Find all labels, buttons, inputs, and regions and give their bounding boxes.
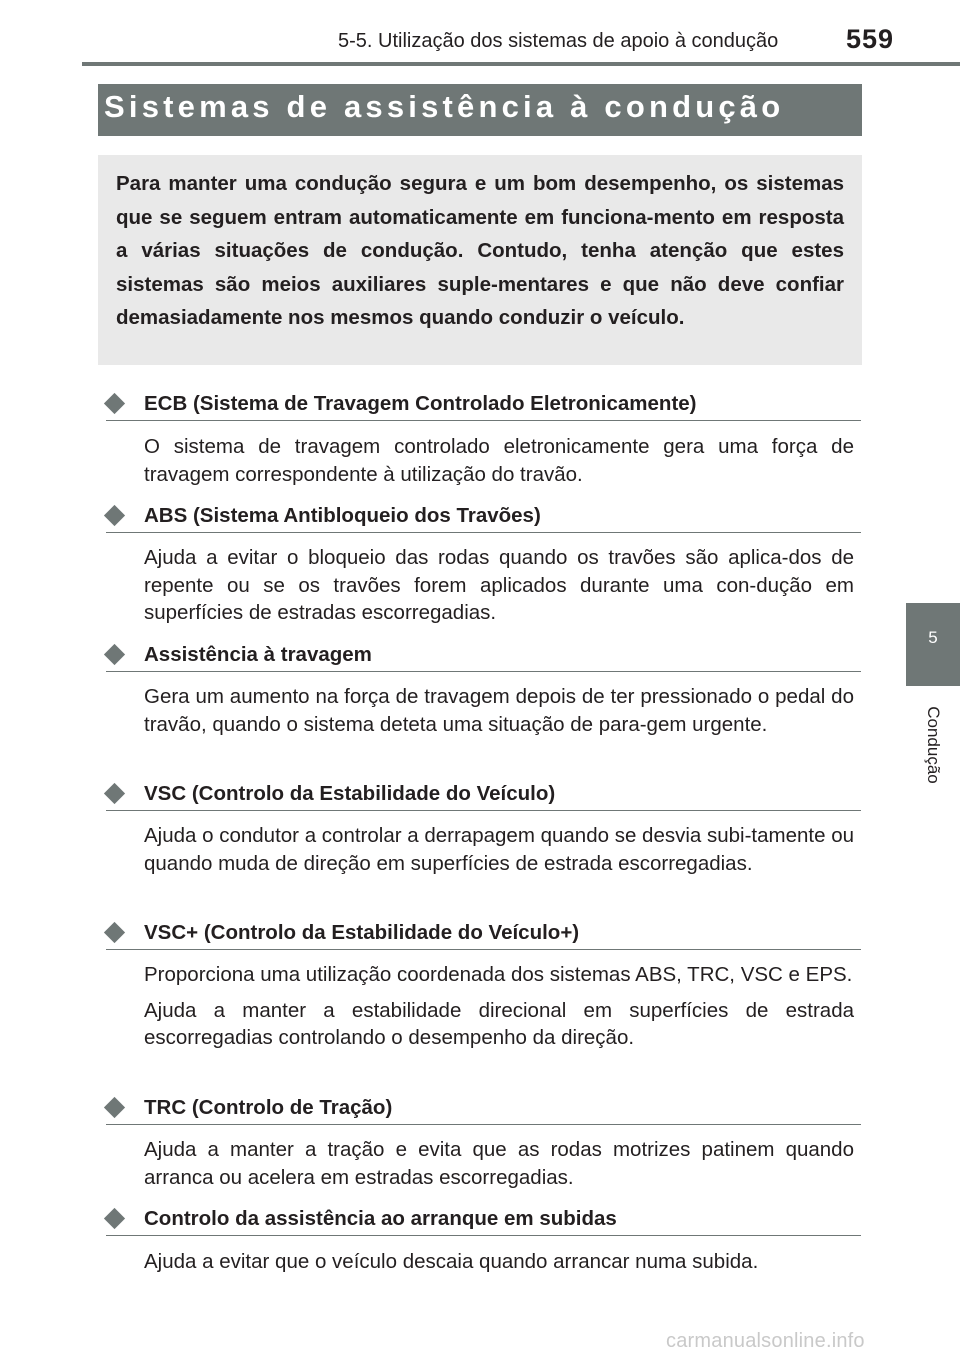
side-tab-label: Condução (924, 706, 943, 784)
page-title: Sistemas de assistência à condução (104, 89, 785, 124)
section-rule (106, 949, 861, 950)
section-heading: Assistência à travagem (144, 643, 372, 666)
intro-text: Para manter uma condução segura e um bom desempenho, os sistemas que se seguem entram automaticamente em funciona-mento em resposta a várias situações de condução. Contudo, tenha atenção que estes sistemas são meios auxiliares suple-mentares e que não deve confiar demasiadamente nos mesmos quando conduzir o veículo. (116, 172, 844, 329)
section-body (144, 544, 854, 627)
running-header-section: 5-5. Utilização dos sistemas de apoio à condução (338, 30, 779, 52)
watermark: carmanualsonline.info (666, 1330, 865, 1352)
diamond-bullet-icon (104, 1097, 125, 1118)
section-body (144, 433, 854, 488)
section-paragraph: Gera um aumento na força de travagem depois de ter pressionado o pedal do travão, quando o sistema deteta uma situação de para-gem urgente. (144, 685, 854, 736)
section-paragraph: Ajuda o condutor a controlar a derrapagem quando se desvia subi-tamente ou quando muda de direção em superfícies de estrada escorregadias. (144, 824, 854, 875)
section-paragraph: Ajuda a evitar que o veículo descaia quando arrancar numa subida. (144, 1250, 759, 1273)
section-heading: TRC (Controlo de Tração) (144, 1096, 393, 1119)
section-rule (106, 1124, 861, 1125)
section-heading: ABS (Sistema Antibloqueio dos Travões) (144, 504, 541, 527)
diamond-bullet-icon (104, 1208, 125, 1229)
section-paragraph: Ajuda a evitar o bloqueio das rodas quando os travões são aplica-dos de repente ou se os travões forem aplicados durante uma con-dução em superfícies de estradas escorregadias. (144, 546, 854, 624)
section-rule (106, 1235, 861, 1236)
section-body (144, 1248, 860, 1276)
diamond-bullet-icon (104, 783, 125, 804)
section-paragraph: O sistema de travagem controlado eletronicamente gera uma força de travagem correspondente à utilização do travão. (144, 435, 854, 486)
section-rule (106, 810, 861, 811)
diamond-bullet-icon (104, 393, 125, 414)
section-heading: ECB (Sistema de Travagem Controlado Eletronicamente) (144, 392, 697, 415)
section-paragraph: Ajuda a manter a tração e evita que as rodas motrizes patinem quando arranca ou acelera em estradas escorregadias. (144, 1138, 854, 1189)
section-rule (106, 420, 861, 421)
section-body (144, 822, 854, 877)
section-body (144, 683, 854, 738)
section-heading: VSC (Controlo da Estabilidade do Veículo) (144, 782, 556, 805)
section-body (144, 1136, 854, 1191)
section-heading: Controlo da assistência ao arranque em subidas (144, 1207, 617, 1230)
section-heading: VSC+ (Controlo da Estabilidade do Veículo+) (144, 921, 580, 944)
section-paragraph: Proporciona uma utilização coordenada dos sistemas ABS, TRC, VSC e EPS. (144, 963, 853, 986)
section-rule (106, 532, 861, 533)
page-number: 559 (846, 24, 895, 54)
side-tab-number: 5 (928, 628, 938, 647)
diamond-bullet-icon (104, 644, 125, 665)
section-rule (106, 671, 861, 672)
diamond-bullet-icon (104, 922, 125, 943)
section-paragraph: Ajuda a manter a estabilidade direcional em superfícies de estrada escorregadias controlando o desempenho da direção. (144, 998, 854, 1049)
diamond-bullet-icon (104, 505, 125, 526)
header-rule (82, 62, 960, 66)
section-body (144, 961, 854, 1052)
